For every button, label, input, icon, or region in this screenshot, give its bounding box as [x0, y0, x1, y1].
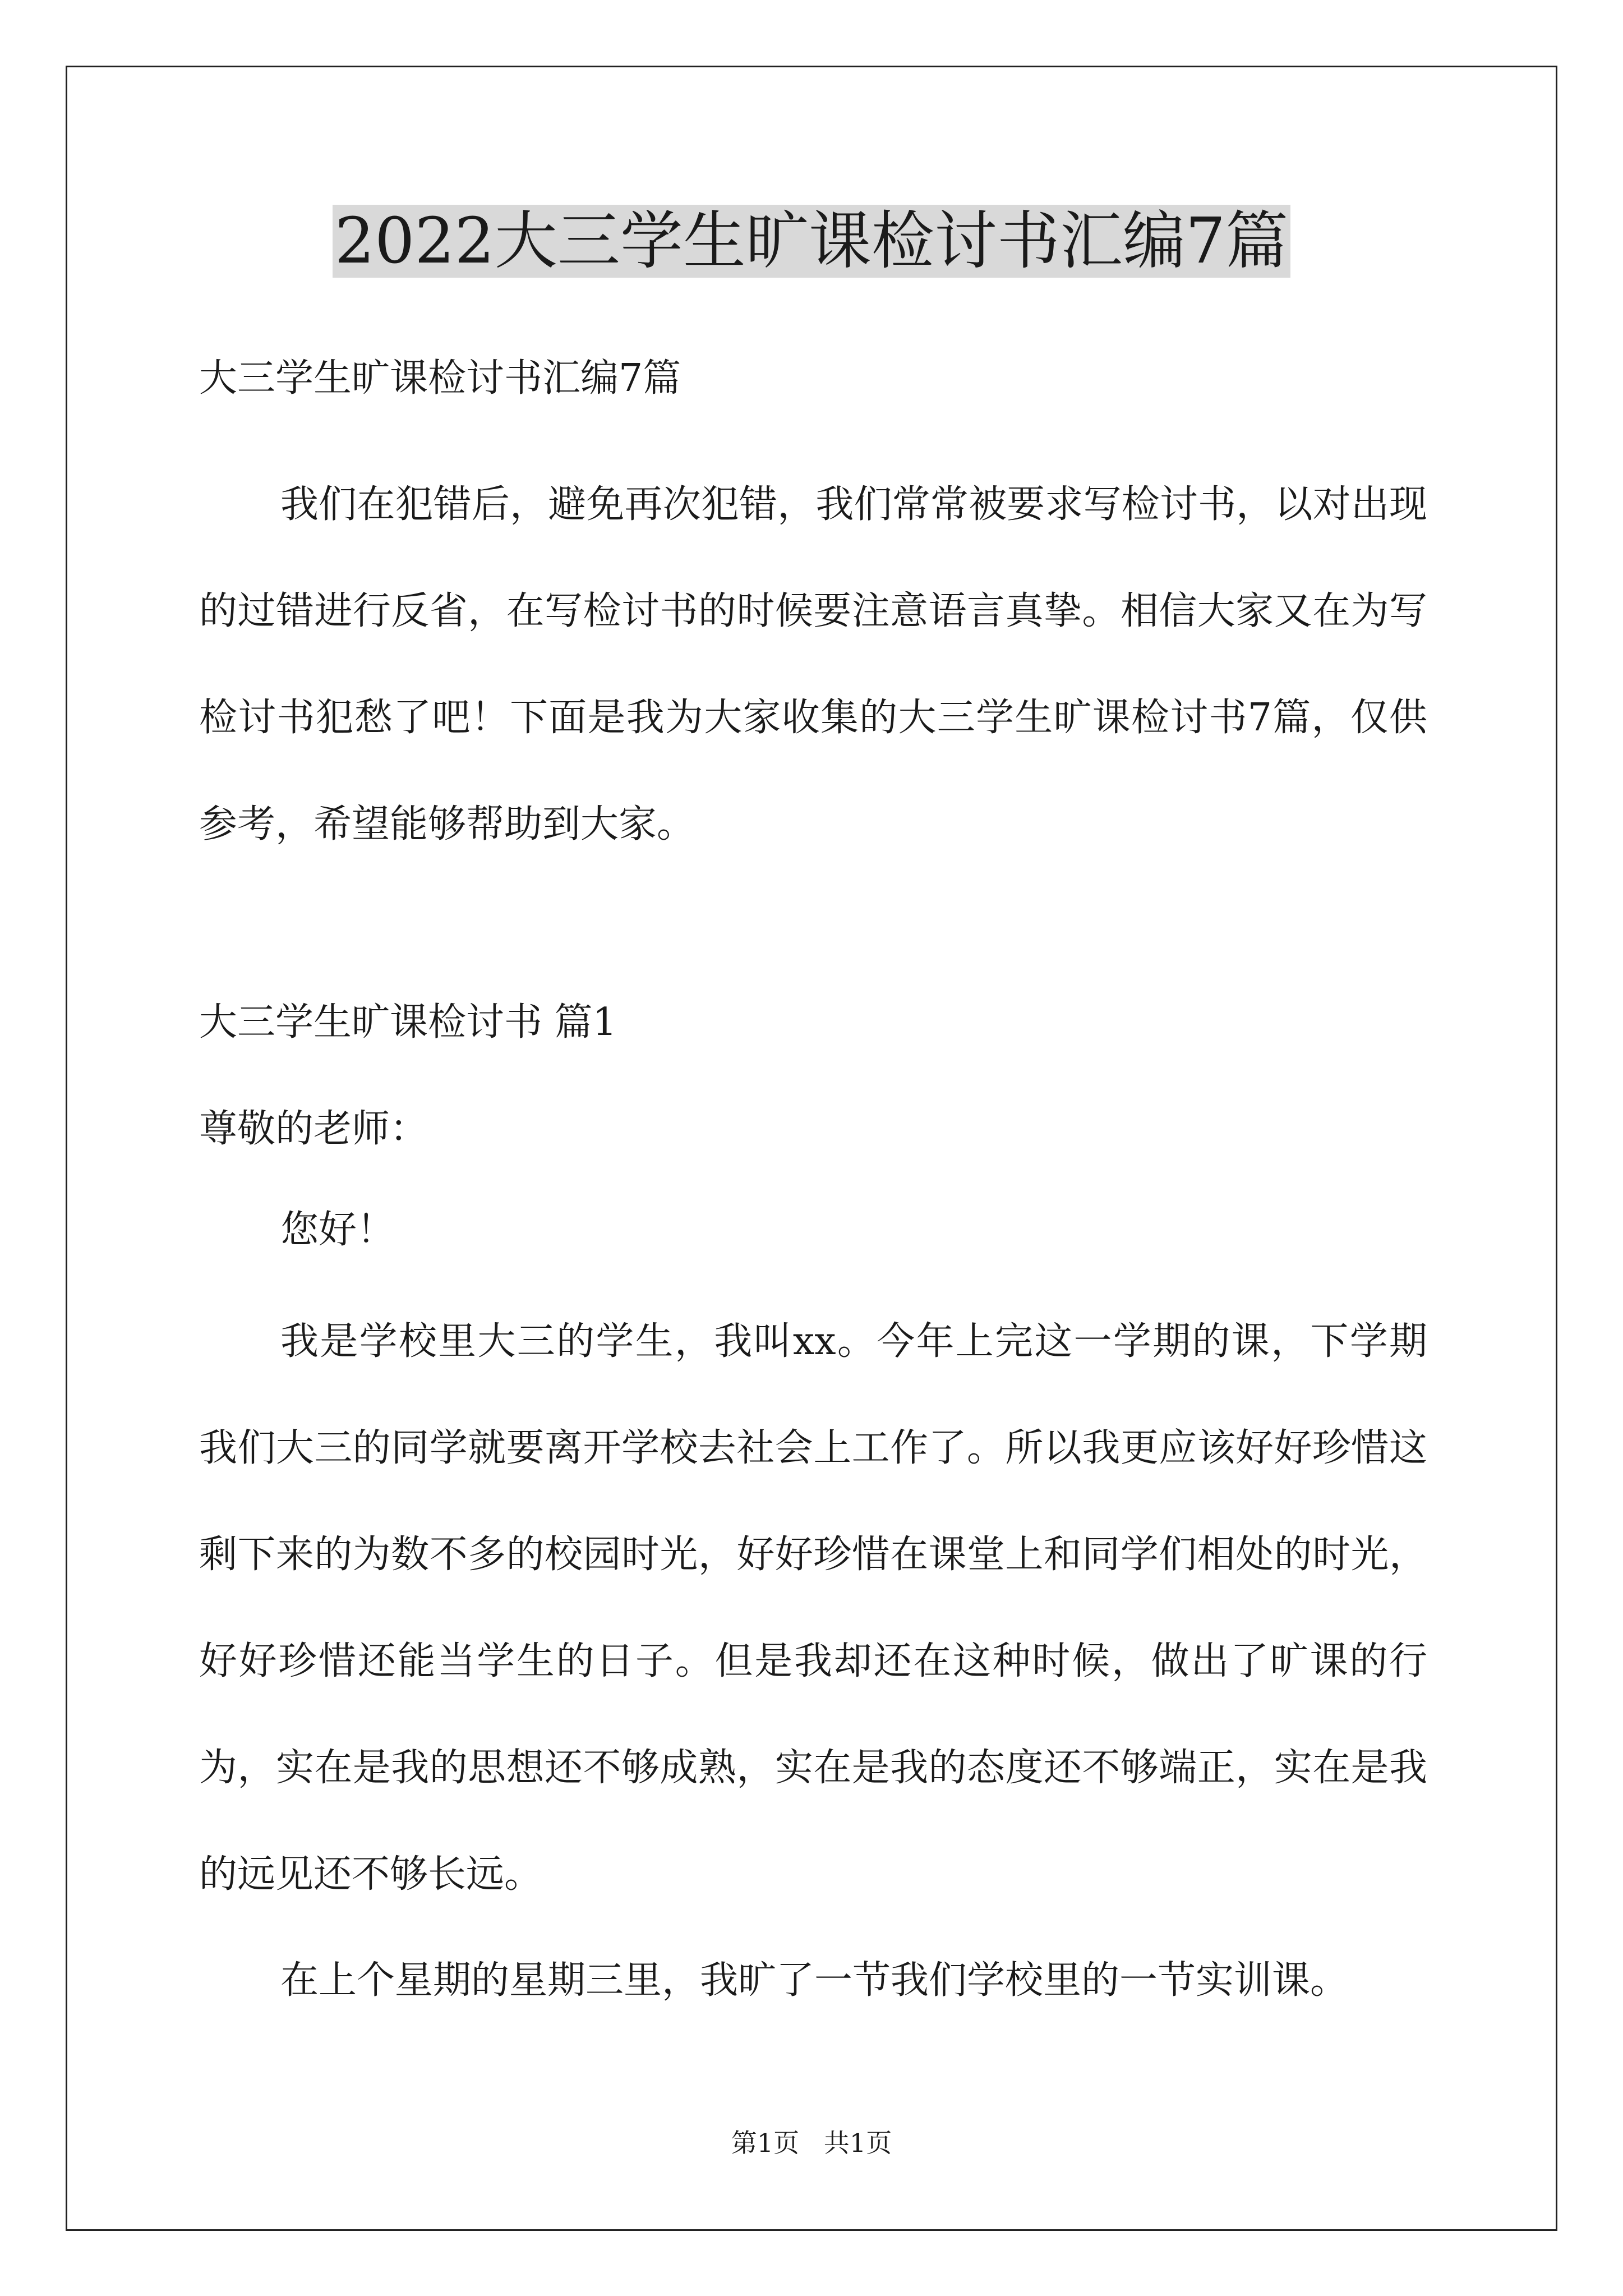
body-paragraph: 在上个星期的星期三里，我旷了一节我们学校里的一节实训课。 — [280, 1958, 1349, 2003]
page-footer: 第1页 共1页 — [731, 2128, 892, 2158]
section-heading: 大三学生旷课检讨书 篇1 — [199, 1000, 617, 1045]
intro-paragraph: 我们在犯错后，避免再次犯错，我们常常被要求写检讨书，以对出现的过错进行反省，在写检讨书的时候要注意语言真挚。相信大家又在为写检讨书犯愁了吧！下面是我为大家收集的大三学生旷课检讨书7篇，仅供参考，希望能够帮助到大家。 — [199, 482, 1427, 846]
document-title-text: 2022大三学生旷课检讨书汇编7篇 — [333, 205, 1290, 278]
document-title — [0, 199, 1623, 283]
greeting: 您好！ — [280, 1208, 395, 1252]
salutation: 尊敬的老师： — [199, 1107, 428, 1151]
body-paragraph: 我是学校里大三的学生，我叫xx。今年上完这一学期的课，下学期我们大三的同学就要离开学校去社会上工作了。所以我更应该好好珍惜这剩下来的为数不多的校园时光，好好珍惜在课堂上和同学们相处的时光，好好珍惜还能当学生的日子。但是我却还在这种时候，做出了旷课的行为，实在是我的思想还不够成熟，实在是我的态度还不够端正，实在是我的远见还不够长远。 — [199, 1319, 1427, 1897]
document-subtitle: 大三学生旷课检讨书汇编7篇 — [199, 356, 681, 401]
